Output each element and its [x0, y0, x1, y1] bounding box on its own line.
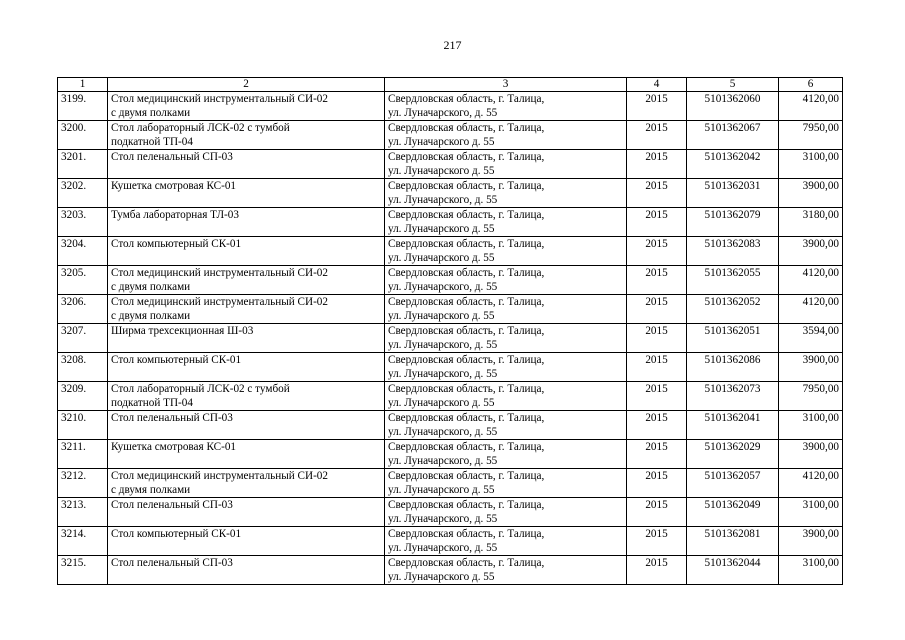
- item-name-line: Стол пеленальный СП-03: [111, 412, 233, 424]
- item-year: 2015: [627, 440, 687, 469]
- item-cost: 3100,00: [779, 556, 843, 585]
- item-name-line: Стол пеленальный СП-03: [111, 499, 233, 511]
- item-name-line: [111, 164, 381, 178]
- address-line: ул. Луначарского д. 55: [388, 310, 495, 322]
- address-line: ул. Луначарского, д. 55: [388, 542, 498, 554]
- item-name-line: с двумя полками: [111, 107, 191, 119]
- item-name-line: Стол лабораторный ЛСК-02 с тумбой: [111, 122, 290, 134]
- item-name-line: с двумя полками: [111, 484, 191, 496]
- item-name-line: [111, 541, 381, 555]
- property-registry-table: [57, 77, 843, 585]
- item-cost: 4120,00: [779, 469, 843, 498]
- column-header-1: 1: [58, 78, 108, 92]
- item-name: [108, 498, 385, 527]
- item-name: [108, 382, 385, 411]
- item-year: 2015: [627, 150, 687, 179]
- item-cost: 3100,00: [779, 150, 843, 179]
- inventory-number: 5101362081: [687, 527, 779, 556]
- table-row: [58, 295, 843, 324]
- column-header-4: 4: [627, 78, 687, 92]
- address-line: Свердловская область, г. Талица,: [388, 499, 545, 511]
- table-row: [58, 92, 843, 121]
- item-name: [108, 150, 385, 179]
- address-line: ул. Луначарского, д. 55: [388, 368, 498, 380]
- row-number: 3205.: [58, 266, 108, 295]
- item-name: [108, 324, 385, 353]
- item-address: [385, 382, 627, 411]
- item-name: [108, 440, 385, 469]
- inventory-number: 5101362079: [687, 208, 779, 237]
- item-name-line: [111, 367, 381, 381]
- row-number: 3211.: [58, 440, 108, 469]
- table-row: [58, 208, 843, 237]
- address-line: ул. Луначарского, д. 55: [388, 281, 498, 293]
- item-name-line: [111, 193, 381, 207]
- item-year: 2015: [627, 411, 687, 440]
- address-line: Свердловская область, г. Талица,: [388, 151, 545, 163]
- inventory-number: 5101362067: [687, 121, 779, 150]
- item-name: [108, 179, 385, 208]
- address-line: Свердловская область, г. Талица,: [388, 180, 545, 192]
- inventory-number: 5101362049: [687, 498, 779, 527]
- item-name: [108, 295, 385, 324]
- inventory-number: 5101362086: [687, 353, 779, 382]
- table-row: [58, 498, 843, 527]
- item-year: 2015: [627, 498, 687, 527]
- inventory-number: 5101362051: [687, 324, 779, 353]
- table-row: [58, 121, 843, 150]
- item-name-line: с двумя полками: [111, 281, 191, 293]
- address-line: ул. Луначарского д. 55: [388, 252, 495, 264]
- table-row: [58, 382, 843, 411]
- item-name-line: [111, 425, 381, 439]
- item-cost: 3100,00: [779, 498, 843, 527]
- table-row: [58, 411, 843, 440]
- item-cost: 3594,00: [779, 324, 843, 353]
- row-number: 3201.: [58, 150, 108, 179]
- item-name-line: Стол компьютерный СК-01: [111, 354, 242, 366]
- page-number: 217: [443, 38, 462, 52]
- item-name: [108, 266, 385, 295]
- address-line: ул. Луначарского, д. 55: [388, 107, 498, 119]
- address-line: Свердловская область, г. Талица,: [388, 209, 545, 221]
- row-number: 3202.: [58, 179, 108, 208]
- address-line: Свердловская область, г. Талица,: [388, 557, 545, 569]
- address-line: ул. Луначарского, д. 55: [388, 339, 498, 351]
- item-name-line: Стол компьютерный СК-01: [111, 528, 242, 540]
- address-line: Свердловская область, г. Талица,: [388, 441, 545, 453]
- item-address: [385, 440, 627, 469]
- row-number: 3214.: [58, 527, 108, 556]
- item-name-line: Стол компьютерный СК-01: [111, 238, 242, 250]
- row-number: 3210.: [58, 411, 108, 440]
- row-number: 3206.: [58, 295, 108, 324]
- address-line: Свердловская область, г. Талица,: [388, 93, 545, 105]
- item-cost: 7950,00: [779, 121, 843, 150]
- item-name-line: [111, 222, 381, 236]
- row-number: 3204.: [58, 237, 108, 266]
- item-cost: 7950,00: [779, 382, 843, 411]
- address-line: Свердловская область, г. Талица,: [388, 470, 545, 482]
- address-line: ул. Луначарского, д. 55: [388, 513, 498, 525]
- item-name-line: [111, 512, 381, 526]
- column-header-2: 2: [108, 78, 385, 92]
- item-year: 2015: [627, 179, 687, 208]
- inventory-number: 5101362052: [687, 295, 779, 324]
- item-address: [385, 179, 627, 208]
- inventory-number: 5101362083: [687, 237, 779, 266]
- item-cost: 4120,00: [779, 295, 843, 324]
- item-cost: 3900,00: [779, 353, 843, 382]
- address-line: ул. Луначарского д. 55: [388, 136, 495, 148]
- item-name-line: Стол медицинский инструментальный СИ-02: [111, 470, 328, 482]
- table-row: [58, 324, 843, 353]
- address-line: Свердловская область, г. Талица,: [388, 122, 545, 134]
- item-address: [385, 498, 627, 527]
- item-name: [108, 92, 385, 121]
- address-line: ул. Луначарского д. 55: [388, 223, 495, 235]
- item-year: 2015: [627, 469, 687, 498]
- column-header-6: 6: [779, 78, 843, 92]
- row-number: 3203.: [58, 208, 108, 237]
- row-number: 3199.: [58, 92, 108, 121]
- address-line: ул. Луначарского д. 55: [388, 397, 495, 409]
- address-line: ул. Луначарского, д. 55: [388, 455, 498, 467]
- row-number: 3200.: [58, 121, 108, 150]
- item-address: [385, 92, 627, 121]
- item-year: 2015: [627, 295, 687, 324]
- inventory-number: 5101362073: [687, 382, 779, 411]
- inventory-number: 5101362031: [687, 179, 779, 208]
- address-line: ул. Луначарского д. 55: [388, 571, 495, 583]
- item-name-line: Тумба лабораторная ТЛ-03: [111, 209, 239, 221]
- item-name-line: Стол медицинский инструментальный СИ-02: [111, 296, 328, 308]
- item-year: 2015: [627, 324, 687, 353]
- row-number: 3212.: [58, 469, 108, 498]
- inventory-number: 5101362041: [687, 411, 779, 440]
- address-line: ул. Луначарского д. 55: [388, 484, 495, 496]
- item-cost: 3900,00: [779, 179, 843, 208]
- table-body: [58, 92, 843, 585]
- item-name: [108, 469, 385, 498]
- item-name-line: [111, 338, 381, 352]
- item-name: [108, 411, 385, 440]
- row-number: 3207.: [58, 324, 108, 353]
- item-name-line: [111, 251, 381, 265]
- item-name-line: Стол медицинский инструментальный СИ-02: [111, 267, 328, 279]
- item-name-line: [111, 570, 381, 584]
- column-number-row: [58, 78, 843, 92]
- item-cost: 3900,00: [779, 237, 843, 266]
- item-name-line: Стол лабораторный ЛСК-02 с тумбой: [111, 383, 290, 395]
- table-row: [58, 440, 843, 469]
- item-name-line: подкатной ТП-04: [111, 397, 193, 409]
- item-address: [385, 237, 627, 266]
- inventory-number: 5101362060: [687, 92, 779, 121]
- inventory-number: 5101362044: [687, 556, 779, 585]
- address-line: Свердловская область, г. Талица,: [388, 267, 545, 279]
- inventory-number: 5101362042: [687, 150, 779, 179]
- item-name: [108, 353, 385, 382]
- item-name: [108, 237, 385, 266]
- address-line: ул. Луначарского д. 55: [388, 165, 495, 177]
- item-name-line: с двумя полками: [111, 310, 191, 322]
- item-year: 2015: [627, 353, 687, 382]
- item-name: [108, 556, 385, 585]
- table-row: [58, 237, 843, 266]
- item-name-line: [111, 454, 381, 468]
- item-address: [385, 411, 627, 440]
- item-name: [108, 121, 385, 150]
- item-name: [108, 208, 385, 237]
- table-row: [58, 556, 843, 585]
- item-name-line: Стол медицинский инструментальный СИ-02: [111, 93, 328, 105]
- item-name-line: Ширма трехсекционная Ш-03: [111, 325, 254, 337]
- column-header-5: 5: [687, 78, 779, 92]
- table-row: [58, 353, 843, 382]
- item-cost: 4120,00: [779, 92, 843, 121]
- item-year: 2015: [627, 382, 687, 411]
- item-name-line: Стол пеленальный СП-03: [111, 151, 233, 163]
- item-address: [385, 266, 627, 295]
- item-address: [385, 353, 627, 382]
- item-year: 2015: [627, 237, 687, 266]
- item-address: [385, 469, 627, 498]
- item-address: [385, 556, 627, 585]
- item-cost: 3900,00: [779, 527, 843, 556]
- item-name-line: Кушетка смотровая КС-01: [111, 180, 237, 192]
- table-row: [58, 266, 843, 295]
- address-line: ул. Луначарского, д. 55: [388, 194, 498, 206]
- table-row: [58, 469, 843, 498]
- item-year: 2015: [627, 121, 687, 150]
- item-cost: 3900,00: [779, 440, 843, 469]
- item-address: [385, 527, 627, 556]
- row-number: 3213.: [58, 498, 108, 527]
- address-line: ул. Луначарского, д. 55: [388, 426, 498, 438]
- table-row: [58, 527, 843, 556]
- table-row: [58, 179, 843, 208]
- item-name: [108, 527, 385, 556]
- inventory-number: 5101362057: [687, 469, 779, 498]
- item-name-line: Стол пеленальный СП-03: [111, 557, 233, 569]
- table-row: [58, 150, 843, 179]
- address-line: Свердловская область, г. Талица,: [388, 383, 545, 395]
- item-cost: 3180,00: [779, 208, 843, 237]
- inventory-number: 5101362029: [687, 440, 779, 469]
- row-number: 3215.: [58, 556, 108, 585]
- item-address: [385, 121, 627, 150]
- item-year: 2015: [627, 208, 687, 237]
- item-address: [385, 208, 627, 237]
- item-year: 2015: [627, 266, 687, 295]
- item-name-line: Кушетка смотровая КС-01: [111, 441, 237, 453]
- item-cost: 4120,00: [779, 266, 843, 295]
- row-number: 3209.: [58, 382, 108, 411]
- inventory-number: 5101362055: [687, 266, 779, 295]
- item-year: 2015: [627, 92, 687, 121]
- column-header-3: 3: [385, 78, 627, 92]
- address-line: Свердловская область, г. Талица,: [388, 238, 545, 250]
- address-line: Свердловская область, г. Талица,: [388, 528, 545, 540]
- address-line: Свердловская область, г. Талица,: [388, 412, 545, 424]
- item-cost: 3100,00: [779, 411, 843, 440]
- item-year: 2015: [627, 556, 687, 585]
- item-year: 2015: [627, 527, 687, 556]
- item-address: [385, 150, 627, 179]
- address-line: Свердловская область, г. Талица,: [388, 296, 545, 308]
- item-address: [385, 295, 627, 324]
- address-line: Свердловская область, г. Талица,: [388, 325, 545, 337]
- item-address: [385, 324, 627, 353]
- item-name-line: подкатной ТП-04: [111, 136, 193, 148]
- address-line: Свердловская область, г. Талица,: [388, 354, 545, 366]
- row-number: 3208.: [58, 353, 108, 382]
